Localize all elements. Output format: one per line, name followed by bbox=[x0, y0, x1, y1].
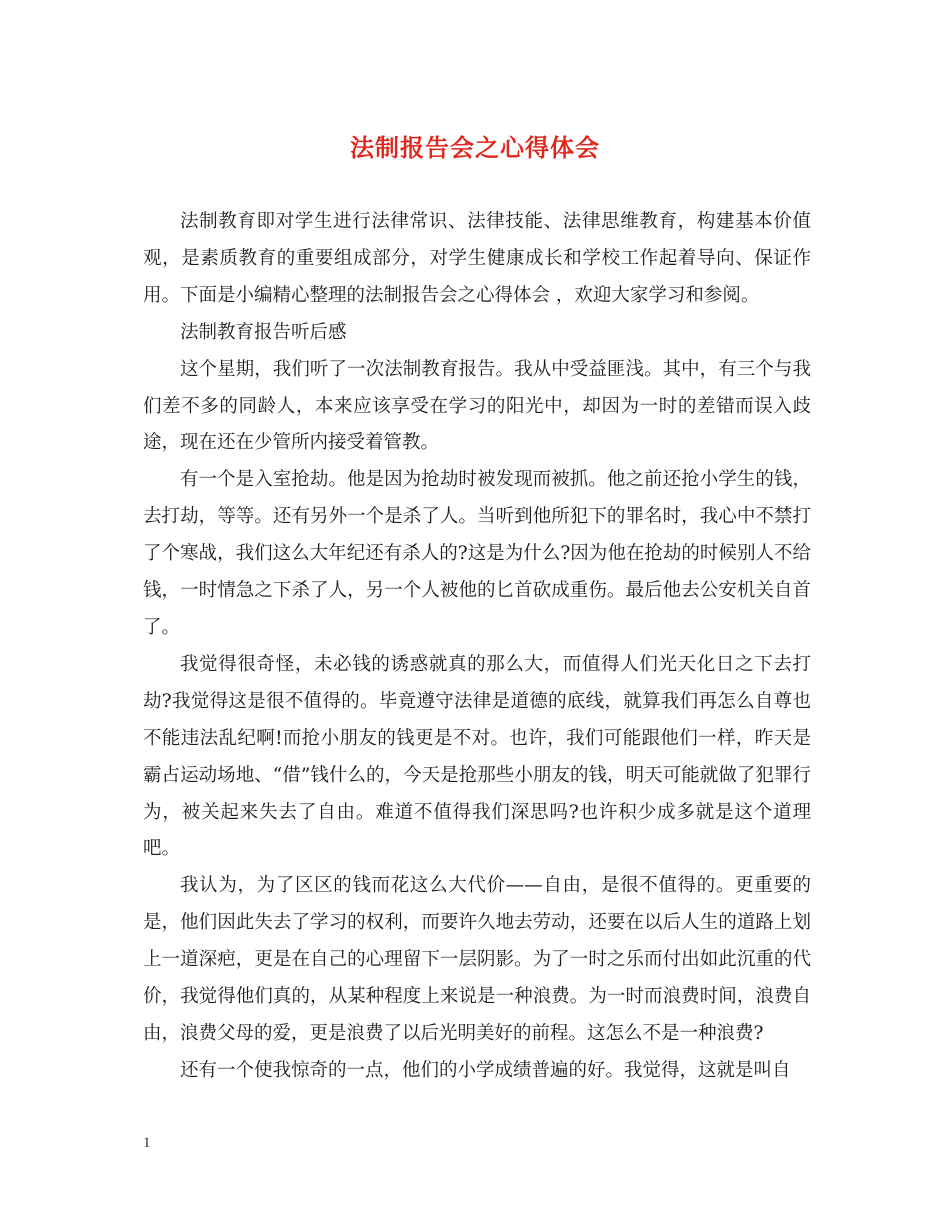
document-title: 法制报告会之心得体会 bbox=[350, 133, 600, 162]
paragraph-intro: 法制教育即对学生进行法律常识、法律技能、法律思维教育，构建基本价值观，是素质教育的重要组成部分，对学生健康成长和学校工作起着导向、保证作用。下面是小编精心整理的法制报告会之心得体会 ，欢迎大家学习和参阅。 bbox=[143, 211, 811, 306]
paragraph: 还有一个使我惊奇的一点，他们的小学成绩普遍的好。我觉得，这就是叫自 bbox=[180, 1059, 791, 1081]
paragraph: 这个星期，我们听了一次法制教育报告。我从中受益匪浅。其中，有三个与我们差不多的同龄人，本来应该享受在学习的阳光中，却因为一时的差错而误入歧途，现在还在少管所内接受着管教。 bbox=[143, 358, 811, 454]
paragraph-subtitle: 法制教育报告听后感 bbox=[180, 321, 347, 343]
document-body bbox=[143, 204, 811, 1090]
page-number: 1 bbox=[143, 1135, 151, 1151]
paragraph: 我觉得很奇怪，未必钱的诱惑就真的那么大，而值得人们光天化日之下去打劫?我觉得这是很不值得的。毕竟遵守法律是道德的底线，就算我们再怎么自尊也不能违法乱纪啊!而抢小朋友的钱更是不对。也许，我们可能跟他们一样，昨天是霸占运动场地、“借”钱什么的，今天是抢那些小朋友的钱，明天可能就做了犯罪行为，被关起来失去了自由。难道不值得我们深思吗?也许积少成多就是这个道理吧。 bbox=[143, 653, 811, 860]
paragraph: 有一个是入室抢劫。他是因为抢劫时被发现而被抓。他之前还抢小学生的钱，去打劫，等等。还有另外一个是杀了人。当听到他所犯下的罪名时，我心中不禁打了个寒战，我们这么大年纪还有杀人的?这是为什么?因为他在抢劫的时候别人不给钱，一时情急之下杀了人，另一个人被他的匕首砍成重伤。最后他去公安机关自首了。 bbox=[143, 469, 811, 638]
paragraph: 我认为，为了区区的钱而花这么大代价——自由，是很不值得的。更重要的是，他们因此失去了学习的权利，而要许久地去劳动，还要在以后人生的道路上划上一道深疤，更是在自己的心理留下一层阴影。为了一时之乐而付出如此沉重的代价，我觉得他们真的，从某种程度上来说是一种浪费。为一时而浪费时间，浪费自由，浪费父母的爱，更是浪费了以后光明美好的前程。这怎么不是一种浪费? bbox=[143, 875, 811, 1044]
